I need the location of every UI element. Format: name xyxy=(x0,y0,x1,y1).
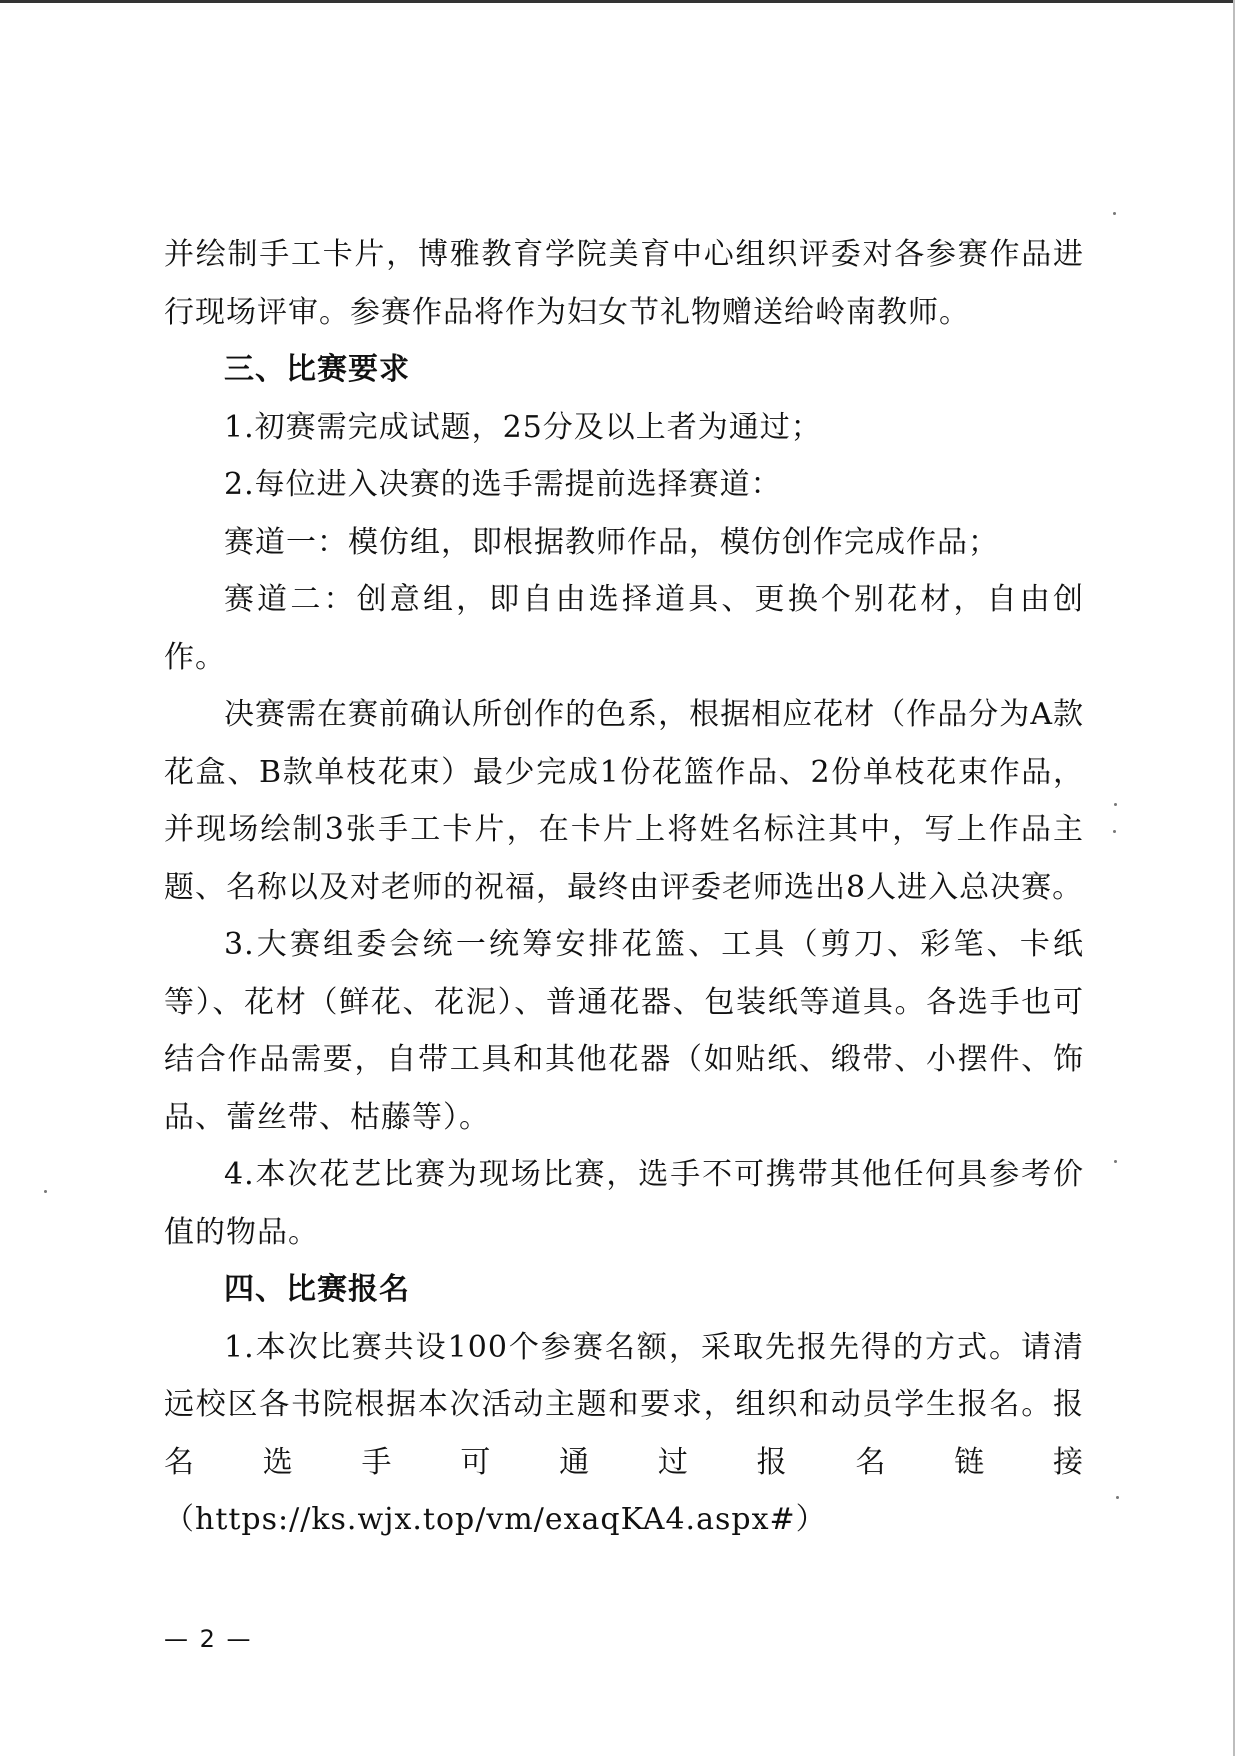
body-paragraph: 决赛需在赛前确认所创作的色系，根据相应花材（作品分为A款花盒、B款单枝花束）最少完成1份花篮作品、2份单枝花束作品，并现场绘制3张手工卡片，在卡片上将姓名标注其中，写上作品主题、名称以及对老师的祝福，最终由评委老师选出8人进入总决赛。 xyxy=(164,697,1084,905)
body-paragraph: 2.每位进入决赛的选手需提前选择赛道： xyxy=(224,467,782,502)
body-paragraph: 3.大赛组委会统一统筹安排花篮、工具（剪刀、彩笔、卡纸等）、花材（鲜花、花泥）、普通花器、包装纸等道具。各选手也可结合作品需要，自带工具和其他花器（如贴纸、缎带、小摆件、饰品、蕾丝带、枯藤等）。 xyxy=(164,927,1084,1135)
body-paragraph: 并绘制手工卡片，博雅教育学院美育中心组织评委对各参赛作品进行现场评审。参赛作品将作为妇女节礼物赠送给岭南教师。 xyxy=(164,237,1084,330)
body-paragraph: 4.本次花艺比赛为现场比赛，选手不可携带其他任何具参考价值的物品。 xyxy=(164,1157,1084,1250)
scan-speck xyxy=(1113,212,1116,215)
section-heading: 三、比赛要求 xyxy=(224,352,410,387)
scan-speck xyxy=(1114,1160,1117,1163)
page-top-border xyxy=(0,0,1235,3)
section-heading: 四、比赛报名 xyxy=(224,1272,410,1307)
body-paragraph: 赛道一：模仿组，即根据教师作品，模仿创作完成作品； xyxy=(224,524,999,560)
page-number: — 2 — xyxy=(164,1625,253,1653)
body-paragraph: 1.初赛需完成试题，25分及以上者为通过； xyxy=(224,409,822,445)
body-paragraph: 1.本次比赛共设100个参赛名额，采取先报先得的方式。请清远校区各书院根据本次活动主题和要求，组织和动员学生报名。报名选手可通过报名链接（https://ks.wjx.top/vm/exaqKA4.aspx#） xyxy=(164,1329,1084,1537)
scan-speck xyxy=(44,1190,47,1193)
scan-speck xyxy=(1113,830,1116,833)
scan-speck xyxy=(1114,803,1117,806)
scan-speck xyxy=(1116,1496,1119,1499)
body-paragraph: 赛道二：创意组，即自由选择道具、更换个别花材，自由创作。 xyxy=(164,582,1084,675)
document-body xyxy=(164,226,1084,1549)
